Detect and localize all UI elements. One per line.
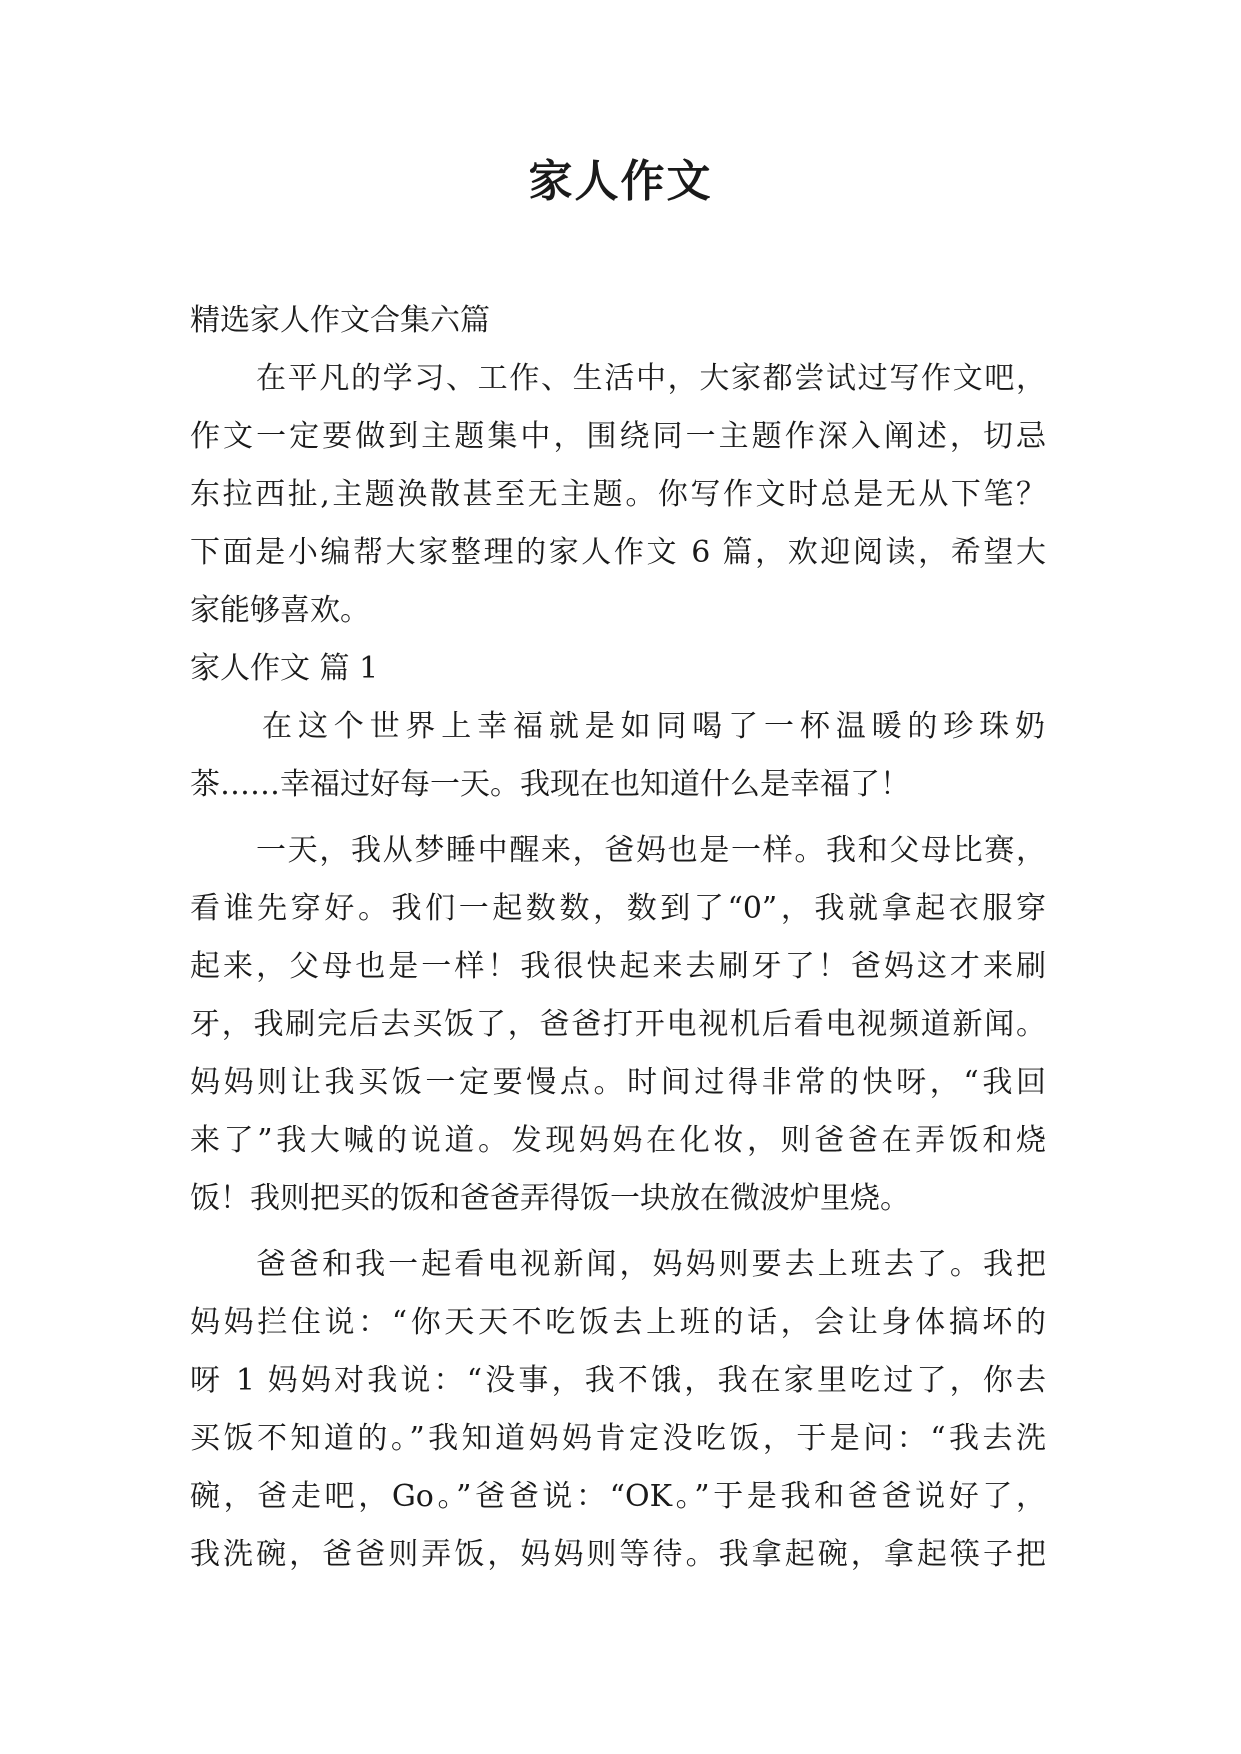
paragraph-line: 爸爸和我一起看电视新闻，妈妈则要去上班去了。我把	[256, 1247, 1046, 1282]
paragraph-line: 呀 1 妈妈对我说：“没事，我不饿，我在家里吃过了，你去	[190, 1363, 1046, 1398]
paragraph-line: 牙，我刷完后去买饭了，爸爸打开电视机后看电视频道新闻。	[190, 1007, 1046, 1042]
subtitle-line: 精选家人作文合集六篇	[190, 303, 490, 338]
paragraph-line: 碗，爸走吧，Go。”爸爸说：“OK。”于是我和爸爸说好了，	[190, 1479, 1046, 1514]
paragraph-line: 一天，我从梦睡中醒来，爸妈也是一样。我和父母比赛，	[256, 833, 1046, 868]
paragraph-line: 来了”我大喊的说道。发现妈妈在化妆，则爸爸在弄饭和烧	[190, 1123, 1046, 1158]
paragraph-line: 妈妈拦住说：“你天天不吃饭去上班的话，会让身体搞坏的	[190, 1305, 1046, 1340]
paragraph-line: 妈妈则让我买饭一定要慢点。时间过得非常的快呀，“我回	[190, 1065, 1046, 1100]
paragraph-line: 在平凡的学习、工作、生活中，大家都尝试过写作文吧，	[256, 361, 1046, 396]
paragraph-line: 作文一定要做到主题集中，围绕同一主题作深入阐述，切忌	[190, 419, 1046, 454]
paragraph-line: 买饭不知道的。”我知道妈妈肯定没吃饭，于是问：“我去洗	[190, 1421, 1046, 1456]
paragraph-line: 起来，父母也是一样！我很快起来去刷牙了！爸妈这才来刷	[190, 949, 1046, 984]
paragraph-line: 家能够喜欢。	[190, 593, 370, 628]
paragraph-line: 我洗碗，爸爸则弄饭，妈妈则等待。我拿起碗，拿起筷子把	[190, 1537, 1046, 1572]
paragraph-line: 看谁先穿好。我们一起数数，数到了“0”，我就拿起衣服穿	[190, 891, 1046, 926]
paragraph-line: 茶……幸福过好每一天。我现在也知道什么是幸福了！	[190, 767, 910, 802]
paragraph-line: 饭！我则把买的饭和爸爸弄得饭一块放在微波炉里烧。	[190, 1181, 910, 1216]
paragraph-line: 在这个世界上幸福就是如同喝了一杯温暖的珍珠奶	[262, 709, 1046, 744]
document-body	[190, 292, 1046, 1584]
section-heading: 家人作文 篇 1	[190, 651, 379, 686]
paragraph-line: 东拉西扯,主题涣散甚至无主题。你写作文时总是无从下笔？	[190, 477, 1046, 512]
paragraph-line: 下面是小编帮大家整理的家人作文 6 篇，欢迎阅读，希望大	[190, 535, 1046, 570]
document-title: 家人作文	[528, 156, 713, 207]
